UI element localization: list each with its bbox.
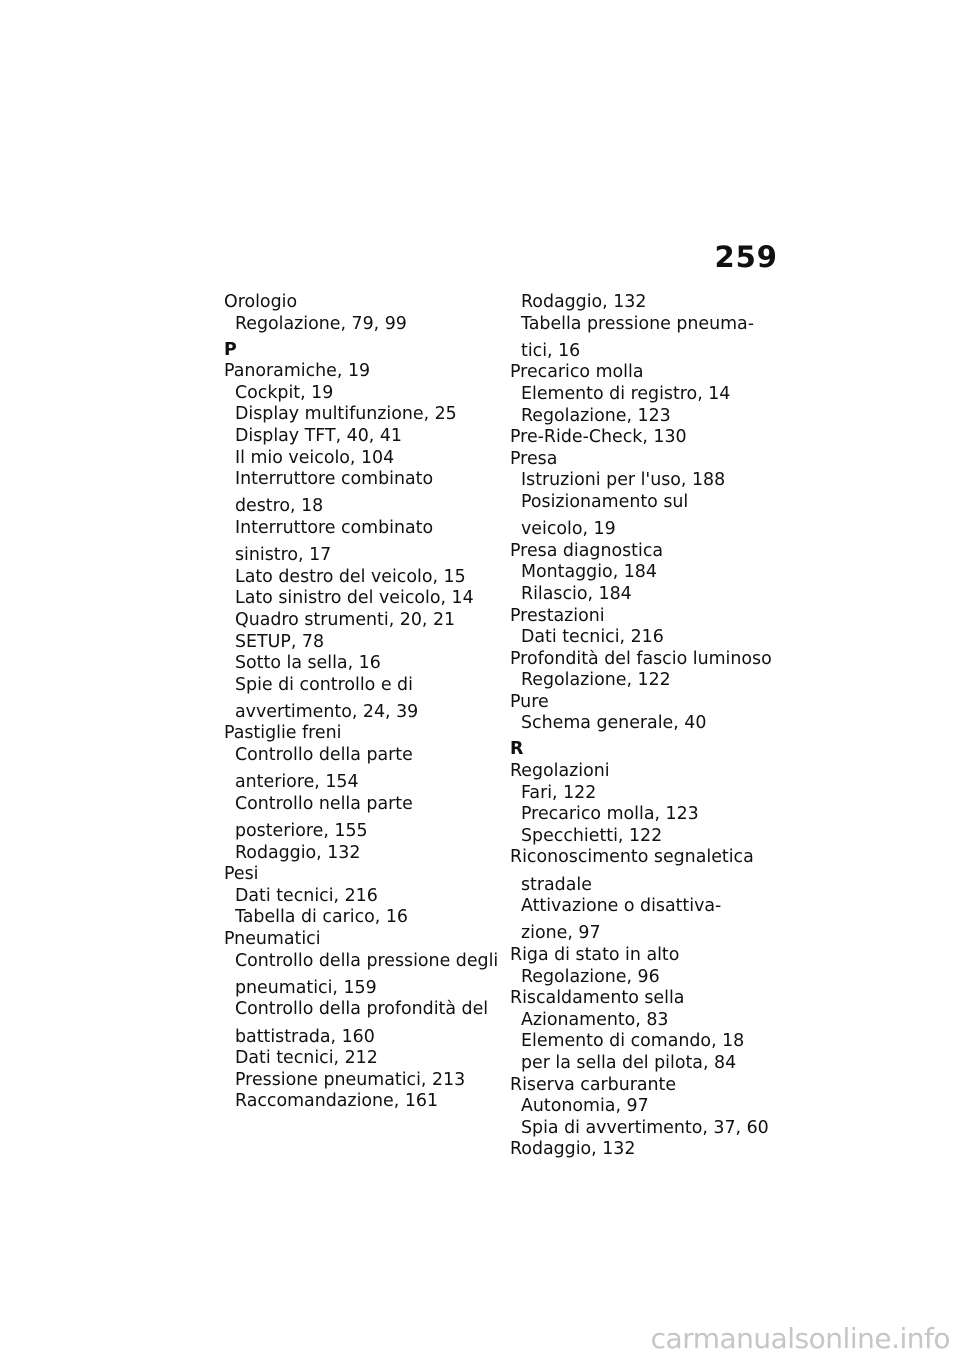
index-entry: Presa diagnostica	[510, 540, 664, 561]
index-subentry: Specchietti, 122	[521, 825, 663, 846]
index-entry: Panoramiche, 19	[224, 361, 371, 382]
index-subentry: Regolazione, 79, 99	[235, 313, 407, 334]
index-subentry: battistrada, 160	[235, 1026, 375, 1047]
index-subentry: pneumatici, 159	[235, 977, 377, 998]
index-entry: Orologio	[224, 292, 298, 312]
index-subentry: stradale	[521, 874, 592, 895]
index-subentry: Tabella di carico, 16	[235, 907, 408, 928]
index-entry: Profondità del fascio luminoso	[510, 648, 772, 669]
index-entry: Rodaggio, 132	[510, 1139, 636, 1160]
page-number: 259	[714, 240, 778, 274]
index-subentry: Precarico molla, 123	[521, 804, 699, 825]
index-subentry: Sotto la sella, 16	[235, 653, 381, 674]
index-subentry: Istruzioni per l'uso, 188	[521, 470, 726, 491]
index-entry: Precarico molla	[510, 362, 644, 383]
index-subentry: Interruttore combinato	[235, 469, 434, 490]
index-column-right	[510, 292, 790, 1161]
watermark: carmanualsonline.info	[650, 1322, 950, 1355]
index-subentry: per la sella del pilota, 84	[521, 1052, 737, 1073]
index-entry: Pastiglie freni	[224, 723, 342, 744]
section-letter: P	[224, 339, 237, 360]
index-subentry: Montaggio, 184	[521, 562, 657, 583]
index-subentry: Controllo della profondità del	[235, 999, 489, 1020]
index-column-left	[224, 292, 504, 1113]
index-subentry: Pressione pneumatici, 213	[235, 1069, 466, 1090]
index-subentry: Posizionamento sul	[521, 491, 689, 512]
index-entry: Pneumatici	[224, 929, 321, 949]
index-subentry: SETUP, 78	[235, 631, 325, 652]
index-subentry: Display TFT, 40, 41	[235, 425, 402, 446]
index-entry: Riscaldamento sella	[510, 988, 685, 1009]
index-subentry: Quadro strumenti, 20, 21	[235, 609, 456, 630]
index-entry: Presa	[510, 448, 558, 469]
index-subentry: Regolazione, 96	[521, 966, 660, 987]
index-subentry: Dati tecnici, 212	[235, 1048, 378, 1069]
index-subentry: veicolo, 19	[521, 519, 616, 540]
index-subentry: Il mio veicolo, 104	[235, 447, 395, 468]
index-entry: Pesi	[224, 864, 259, 885]
index-subentry: Raccomandazione, 161	[235, 1091, 439, 1112]
index-subentry: Rilascio, 184	[521, 583, 632, 604]
index-subentry: Cockpit, 19	[235, 382, 334, 403]
index-subentry: destro, 18	[235, 496, 324, 517]
index-subentry: posteriore, 155	[235, 821, 368, 842]
index-subentry: Controllo della pressione degli	[235, 950, 499, 971]
index-subentry: Tabella pressione pneuma-	[521, 313, 754, 334]
index-subentry: anteriore, 154	[235, 772, 359, 793]
index-subentry: Attivazione o disattiva-	[521, 896, 722, 917]
index-entry: Pure	[510, 691, 549, 712]
index-entry: Regolazioni	[510, 761, 610, 782]
index-subentry: Display multifunzione, 25	[235, 404, 457, 425]
index-subentry: Rodaggio, 132	[521, 292, 647, 312]
index-subentry: avvertimento, 24, 39	[235, 701, 419, 722]
index-subentry: Fari, 122	[521, 782, 597, 803]
index-subentry: Rodaggio, 132	[235, 842, 361, 863]
index-entry: Pre-Ride-Check, 130	[510, 427, 687, 448]
index-subentry: Dati tecnici, 216	[521, 627, 664, 648]
section-letter: R	[510, 739, 524, 760]
index-subentry: Spia di avvertimento, 37, 60	[521, 1117, 769, 1138]
index-subentry: Dati tecnici, 216	[235, 885, 378, 906]
index-subentry: Elemento di comando, 18	[521, 1031, 745, 1052]
index-subentry: Autonomia, 97	[521, 1096, 649, 1117]
index-entry: Prestazioni	[510, 605, 605, 626]
index-subentry: Azionamento, 83	[521, 1009, 669, 1030]
index-subentry: sinistro, 17	[235, 545, 332, 566]
index-subentry: Controllo nella parte	[235, 793, 413, 814]
index-subentry: Elemento di registro, 14	[521, 383, 731, 404]
index-subentry: Lato sinistro del veicolo, 14	[235, 588, 474, 609]
index-entry: Riconoscimento segnaletica	[510, 847, 754, 868]
index-subentry: Regolazione, 122	[521, 670, 671, 691]
index-entry: Riga di stato in alto	[510, 945, 680, 965]
index-subentry: Regolazione, 123	[521, 405, 671, 426]
index-entry: Riserva carburante	[510, 1074, 677, 1095]
index-subentry: Spie di controllo e di	[235, 674, 413, 695]
index-subentry: Interruttore combinato	[235, 517, 434, 538]
index-subentry: zione, 97	[521, 923, 601, 944]
index-subentry: Lato destro del veicolo, 15	[235, 566, 466, 587]
index-subentry: Controllo della parte	[235, 745, 413, 766]
index-subentry: Schema generale, 40	[521, 713, 707, 734]
index-subentry: tici, 16	[521, 340, 581, 361]
